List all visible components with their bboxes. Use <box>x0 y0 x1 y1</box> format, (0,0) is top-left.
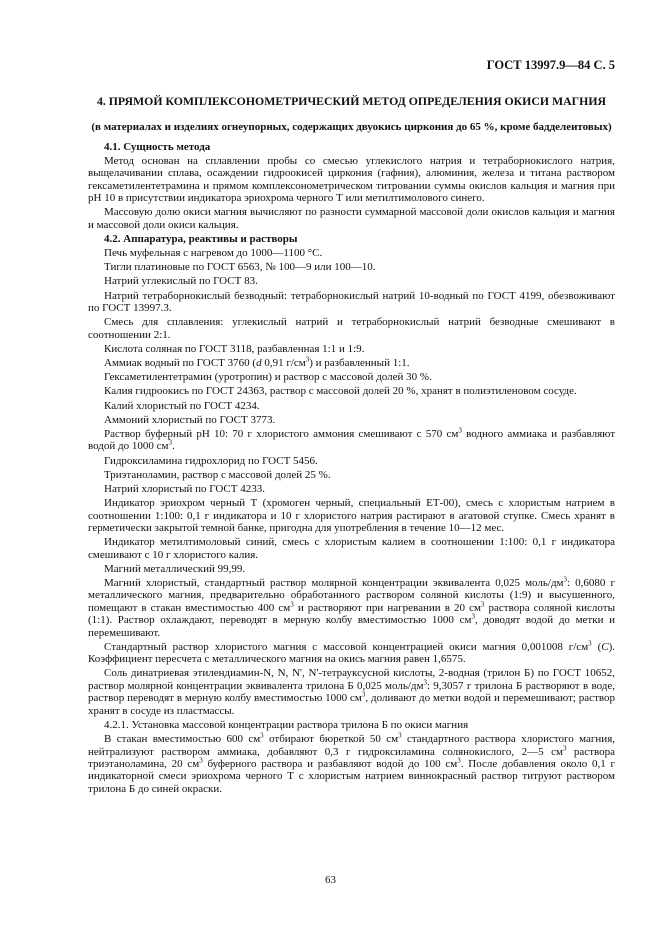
paragraph-buffer: Раствор буферный pH 10: 70 г хлористого аммония смешивают с 570 $см^3$ водного аммиака и разбавляют водой до 1000 $см^3$. <box>88 426 616 453</box>
heading-4-2: 4.2. Аппаратура, реактивы и растворы <box>104 232 298 245</box>
paragraph-trilon: Соль динатриевая этилендиамин-N, N, N', N'-тетрауксусной кислоты, 2-водная (трилон Б) по ГОСТ 10652, раствор молярной концентрации эквивалента трилона Б 0,025 моль/$дм^3$: 9,3057 г трилона Б растворяют в воде, раствор переводят в мерную колбу вместимостью 1000 $см^3$, доливают до метки водой и перемешивают; раствор хранят в сосуде из пластмассы. <box>88 667 615 717</box>
paragraph-4-2-1-title: 4.2.1. Установка массовой концентрации раствора трилона Б по окиси магния <box>104 718 469 731</box>
paragraph: Тигли платиновые по ГОСТ 6563, № 100—9 или 100—10. <box>104 261 376 274</box>
paragraph: Индикатор метилтимоловый синий, смесь с хлористым калием в соотношении 1:100: 0,1 г индикатора смешивают с 10 г хлористого калия. <box>88 536 615 561</box>
paragraph: Триэтаноламин, раствор с массовой долей 25 %. <box>104 468 331 481</box>
paragraph-magnesium-chloride: Магний хлористый, стандартный раствор молярной концентрации эквивалента 0,025 моль/$дм^3$: 0,6080 г металлического магния, предварительно обработанного раствором соляной кислоты (1:9) и высушенного, помещают в стакан вместимостью 400 $см^3$ и растворяют при нагревании в 20 $см^3$ раствора соляной кислоты (1:1). Раствор охлаждают, переводят в мерную колбу вместимостью 1000 $см^3$, доводят водой до метки и перемешивают. <box>88 575 615 639</box>
document-page <box>88 58 615 797</box>
section-title: 4. ПРЯМОЙ КОМПЛЕКСОНОМЕТРИЧЕСКИЙ МЕТОД ОПРЕДЕЛЕНИЯ ОКИСИ МАГНИЯ <box>96 94 607 108</box>
paragraph-4-2-1: В стакан вместимостью 600 $см^3$ отбирают бюреткой 50 $см^3$ стандартного раствора хлористого магния, нейтрализуют раствором аммиака, добавляют 0,3 г гидроксиламина солянокислого, 2—5 $см^3$ раствора триэтаноламина, 20 $см^3$ буферного раствора и разбавляют водой до 100 $см^3$. После добавления около 0,1 г индикаторной смеси эриохрома черного Т с хлористым натрием виннокрасный раствор титруют раствором трилона Б до синей окраски. <box>88 731 616 795</box>
heading-4-1: 4.1. Сущность метода <box>104 140 211 153</box>
paragraph: Индикатор эриохром черный Т (хромоген черный, специальный ЕТ-00), смесь с хлористым натрием в соотношении 1:100: 0,1 г индикатора и 10 г хлористого натрия растирают в агатовой ступке. Смесь хранят в герметически закрытой темной банке, пригодна для употребления в течение 10—12 мес. <box>88 497 615 535</box>
paragraph: Калий хлористый по ГОСТ 4234. <box>104 399 260 412</box>
paragraph: Метод основан на сплавлении пробы со смесью углекислого натрия и тетраборнокислого натрия, выщелачивании сплава, осаждении гидроокисей циркония (гафния), алюминия, железа и титана раствором гексаметилентетрамина и прямом комплексонометрическом титровании суммы окислов кальция и магния при pH 10 в присутствии индикатора эриохрома черного Т или метилтимолового синего. <box>88 154 615 204</box>
paragraph: Кислота соляная по ГОСТ 3118, разбавленная 1:1 и 1:9. <box>104 342 365 355</box>
paragraph: Магний металлический 99,99. <box>104 562 246 575</box>
paragraph-ammonia: Аммиак водный по ГОСТ 3760 (d 0,91 $г/см^3$) и разбавленный 1:1. <box>104 355 410 369</box>
paragraph: Смесь для сплавления: углекислый натрий и тетраборнокислый натрий безводные смешивают в соотношении 2:1. <box>88 316 615 341</box>
page-number: 63 <box>325 874 336 886</box>
paragraph: Калия гидроокись по ГОСТ 24363, раствор с массовой долей 20 %, хранят в полиэтиленовом сосуде. <box>104 385 577 398</box>
paragraph: Массовую долю окиси магния вычисляют по разности суммарной массовой доли окислов кальция и магния и массовой доли окиси кальция. <box>88 206 615 231</box>
paragraph: Натрий хлористый по ГОСТ 4233. <box>104 483 265 495</box>
section-subtitle: (в материалах и изделиях огнеупорных, содержащих двуокись циркония до 65 %, кроме бадделеитовых) <box>91 121 612 133</box>
paragraph: Печь муфельная с нагревом до 1000—1100 °С. <box>104 246 323 259</box>
paragraph: Гексаметилентетрамин (уротропин) и раствор с массовой долей 30 %. <box>104 371 432 384</box>
standard-header: ГОСТ 13997.9—84 С. 5 <box>486 58 615 72</box>
document-body <box>88 141 615 796</box>
paragraph: Аммоний хлористый по ГОСТ 3773. <box>104 413 276 426</box>
paragraph: Натрий углекислый по ГОСТ 83. <box>104 275 258 288</box>
paragraph: Натрий тетраборнокислый безводный: тетраборнокислый натрий 10-водный по ГОСТ 4199, обезвоживают по ГОСТ 13997.3. <box>88 289 615 314</box>
paragraph-standard-solution: Стандартный раствор хлористого магния с массовой концентрацией окиси магния 0,001008 $г/см^3$ (С). Коэффициент пересчета с металлического магния на окись магния равен 1,6575. <box>88 639 615 666</box>
paragraph: Гидроксиламина гидрохлорид по ГОСТ 5456. <box>104 454 318 467</box>
